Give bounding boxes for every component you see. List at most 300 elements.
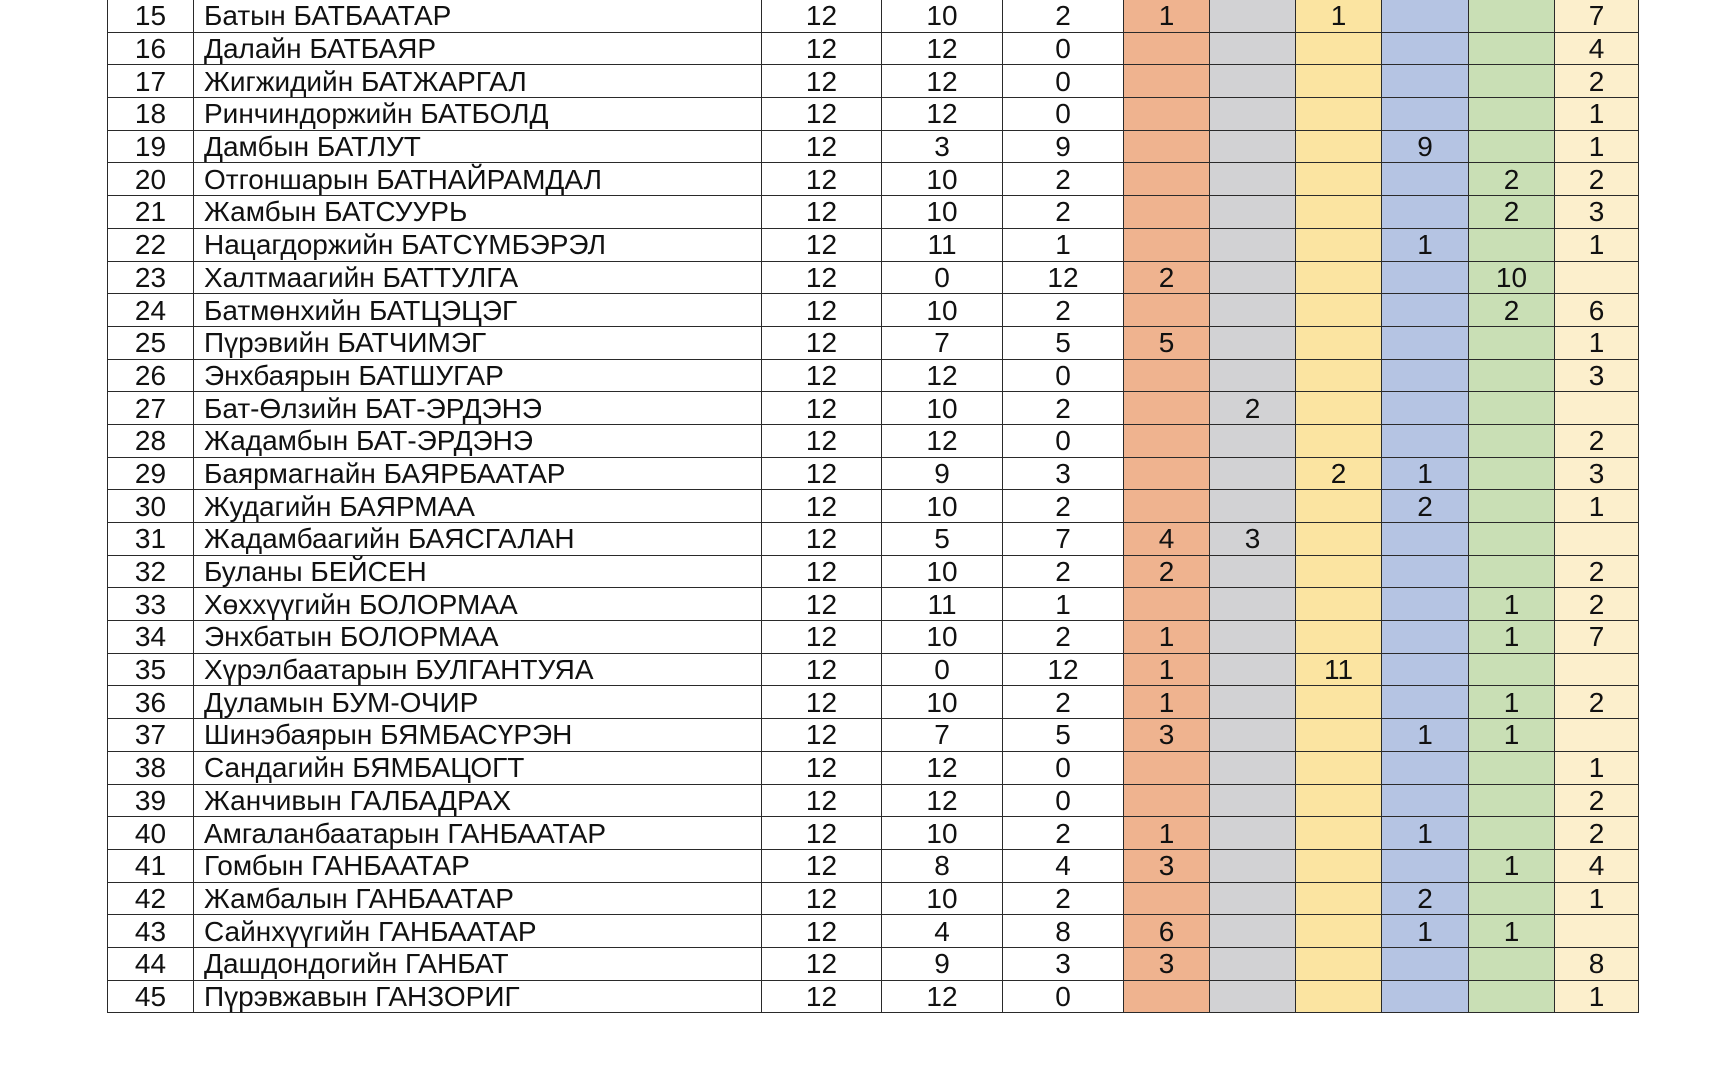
orange-column-cell	[1124, 65, 1210, 98]
gray-column-cell: 3	[1210, 523, 1296, 556]
green-column-cell: 2	[1469, 294, 1555, 327]
gray-column-cell	[1210, 228, 1296, 261]
row-number-cell: 25	[108, 326, 194, 359]
member-name-cell: Пүрэвийн БАТЧИМЭГ	[194, 326, 762, 359]
member-name-cell: Жадамбын БАТ-ЭРДЭНЭ	[194, 424, 762, 457]
absent-cell: 12	[1003, 261, 1124, 294]
orange-column-cell	[1124, 588, 1210, 621]
total-cell: 12	[762, 163, 882, 196]
total-cell: 12	[762, 653, 882, 686]
blue-column-cell: 1	[1382, 228, 1469, 261]
blue-column-cell	[1382, 686, 1469, 719]
member-name-cell: Сайнхүүгийн ГАНБААТАР	[194, 915, 762, 948]
total-cell: 12	[762, 457, 882, 490]
member-name-cell: Баярмагнайн БАЯРБААТАР	[194, 457, 762, 490]
orange-column-cell: 2	[1124, 261, 1210, 294]
cream-column-cell: 2	[1555, 784, 1639, 817]
member-name-cell: Нацагдоржийн БАТСҮМБЭРЭЛ	[194, 228, 762, 261]
row-number-cell: 44	[108, 947, 194, 980]
yellow-column-cell	[1296, 849, 1382, 882]
gray-column-cell	[1210, 653, 1296, 686]
absent-cell: 2	[1003, 196, 1124, 229]
blue-column-cell	[1382, 653, 1469, 686]
total-cell: 12	[762, 523, 882, 556]
yellow-column-cell	[1296, 326, 1382, 359]
gray-column-cell	[1210, 490, 1296, 523]
gray-column-cell	[1210, 163, 1296, 196]
blue-column-cell	[1382, 588, 1469, 621]
cream-column-cell: 2	[1555, 686, 1639, 719]
cream-column-cell: 3	[1555, 359, 1639, 392]
table-row	[108, 228, 1639, 261]
cream-column-cell: 1	[1555, 228, 1639, 261]
present-cell: 10	[882, 294, 1003, 327]
blue-column-cell	[1382, 261, 1469, 294]
yellow-column-cell	[1296, 130, 1382, 163]
gray-column-cell	[1210, 719, 1296, 752]
green-column-cell	[1469, 359, 1555, 392]
present-cell: 0	[882, 653, 1003, 686]
total-cell: 12	[762, 65, 882, 98]
cream-column-cell	[1555, 653, 1639, 686]
gray-column-cell	[1210, 621, 1296, 654]
absent-cell: 0	[1003, 784, 1124, 817]
present-cell: 12	[882, 980, 1003, 1013]
absent-cell: 2	[1003, 163, 1124, 196]
cream-column-cell: 2	[1555, 588, 1639, 621]
green-column-cell	[1469, 392, 1555, 425]
member-name-cell: Ринчиндоржийн БАТБОЛД	[194, 98, 762, 131]
gray-column-cell	[1210, 588, 1296, 621]
absent-cell: 2	[1003, 490, 1124, 523]
table-row	[108, 457, 1639, 490]
gray-column-cell	[1210, 947, 1296, 980]
gray-column-cell	[1210, 555, 1296, 588]
green-column-cell	[1469, 130, 1555, 163]
present-cell: 10	[882, 686, 1003, 719]
member-name-cell: Шинэбаярын БЯМБАСҮРЭН	[194, 719, 762, 752]
present-cell: 10	[882, 882, 1003, 915]
gray-column-cell	[1210, 0, 1296, 32]
table-row	[108, 686, 1639, 719]
row-number-cell: 16	[108, 32, 194, 65]
absent-cell: 2	[1003, 817, 1124, 850]
orange-column-cell	[1124, 424, 1210, 457]
present-cell: 12	[882, 359, 1003, 392]
orange-column-cell	[1124, 882, 1210, 915]
member-name-cell: Жадамбаагийн БАЯСГАЛАН	[194, 523, 762, 556]
orange-column-cell: 3	[1124, 947, 1210, 980]
blue-column-cell: 9	[1382, 130, 1469, 163]
row-number-cell: 23	[108, 261, 194, 294]
present-cell: 12	[882, 784, 1003, 817]
member-name-cell: Жанчивын ГАЛБАДРАХ	[194, 784, 762, 817]
gray-column-cell: 2	[1210, 392, 1296, 425]
orange-column-cell: 1	[1124, 686, 1210, 719]
member-name-cell: Дашдондогийн ГАНБАТ	[194, 947, 762, 980]
yellow-column-cell	[1296, 261, 1382, 294]
row-number-cell: 20	[108, 163, 194, 196]
gray-column-cell	[1210, 130, 1296, 163]
total-cell: 12	[762, 326, 882, 359]
row-number-cell: 35	[108, 653, 194, 686]
blue-column-cell	[1382, 294, 1469, 327]
green-column-cell	[1469, 523, 1555, 556]
table-body	[108, 0, 1639, 1013]
total-cell: 12	[762, 0, 882, 32]
member-name-cell: Батмөнхийн БАТЦЭЦЭГ	[194, 294, 762, 327]
cream-column-cell: 2	[1555, 65, 1639, 98]
present-cell: 12	[882, 65, 1003, 98]
gray-column-cell	[1210, 65, 1296, 98]
yellow-column-cell	[1296, 32, 1382, 65]
orange-column-cell: 1	[1124, 817, 1210, 850]
green-column-cell: 1	[1469, 686, 1555, 719]
green-column-cell: 1	[1469, 719, 1555, 752]
total-cell: 12	[762, 849, 882, 882]
table-row	[108, 947, 1639, 980]
row-number-cell: 29	[108, 457, 194, 490]
yellow-column-cell	[1296, 523, 1382, 556]
row-number-cell: 24	[108, 294, 194, 327]
member-name-cell: Жамбалын ГАНБААТАР	[194, 882, 762, 915]
row-number-cell: 34	[108, 621, 194, 654]
gray-column-cell	[1210, 686, 1296, 719]
table-row	[108, 490, 1639, 523]
present-cell: 10	[882, 196, 1003, 229]
row-number-cell: 38	[108, 751, 194, 784]
row-number-cell: 27	[108, 392, 194, 425]
member-name-cell: Жамбын БАТСУУРЬ	[194, 196, 762, 229]
green-column-cell	[1469, 228, 1555, 261]
absent-cell: 5	[1003, 719, 1124, 752]
yellow-column-cell	[1296, 65, 1382, 98]
yellow-column-cell: 2	[1296, 457, 1382, 490]
member-name-cell: Хүрэлбаатарын БУЛГАНТУЯА	[194, 653, 762, 686]
table-row	[108, 849, 1639, 882]
member-name-cell: Буланы БЕЙСЕН	[194, 555, 762, 588]
blue-column-cell: 1	[1382, 457, 1469, 490]
table-row	[108, 719, 1639, 752]
green-column-cell	[1469, 653, 1555, 686]
member-name-cell: Сандагийн БЯМБАЦОГТ	[194, 751, 762, 784]
gray-column-cell	[1210, 882, 1296, 915]
green-column-cell: 1	[1469, 849, 1555, 882]
absent-cell: 4	[1003, 849, 1124, 882]
present-cell: 4	[882, 915, 1003, 948]
orange-column-cell: 2	[1124, 555, 1210, 588]
yellow-column-cell	[1296, 980, 1382, 1013]
absent-cell: 0	[1003, 98, 1124, 131]
table-row	[108, 523, 1639, 556]
gray-column-cell	[1210, 98, 1296, 131]
gray-column-cell	[1210, 457, 1296, 490]
total-cell: 12	[762, 555, 882, 588]
orange-column-cell	[1124, 196, 1210, 229]
absent-cell: 0	[1003, 65, 1124, 98]
yellow-column-cell	[1296, 555, 1382, 588]
yellow-column-cell	[1296, 784, 1382, 817]
table-row	[108, 555, 1639, 588]
orange-column-cell	[1124, 980, 1210, 1013]
absent-cell: 2	[1003, 882, 1124, 915]
blue-column-cell	[1382, 163, 1469, 196]
total-cell: 12	[762, 294, 882, 327]
table-row	[108, 359, 1639, 392]
yellow-column-cell	[1296, 196, 1382, 229]
absent-cell: 5	[1003, 326, 1124, 359]
row-number-cell: 41	[108, 849, 194, 882]
present-cell: 10	[882, 555, 1003, 588]
gray-column-cell	[1210, 196, 1296, 229]
orange-column-cell	[1124, 228, 1210, 261]
gray-column-cell	[1210, 261, 1296, 294]
present-cell: 3	[882, 130, 1003, 163]
total-cell: 12	[762, 719, 882, 752]
orange-column-cell: 1	[1124, 0, 1210, 32]
total-cell: 12	[762, 196, 882, 229]
cream-column-cell: 1	[1555, 98, 1639, 131]
green-column-cell	[1469, 817, 1555, 850]
green-column-cell	[1469, 65, 1555, 98]
blue-column-cell	[1382, 65, 1469, 98]
total-cell: 12	[762, 32, 882, 65]
cream-column-cell: 2	[1555, 163, 1639, 196]
member-name-cell: Энхбатын БОЛОРМАА	[194, 621, 762, 654]
yellow-column-cell	[1296, 490, 1382, 523]
absent-cell: 2	[1003, 0, 1124, 32]
orange-column-cell: 4	[1124, 523, 1210, 556]
orange-column-cell	[1124, 784, 1210, 817]
member-name-cell: Отгоншарын БАТНАЙРАМДАЛ	[194, 163, 762, 196]
table-row	[108, 915, 1639, 948]
row-number-cell: 40	[108, 817, 194, 850]
orange-column-cell	[1124, 32, 1210, 65]
table-row	[108, 0, 1639, 32]
orange-column-cell	[1124, 98, 1210, 131]
table-row	[108, 98, 1639, 131]
total-cell: 12	[762, 817, 882, 850]
gray-column-cell	[1210, 294, 1296, 327]
watermark-text: МОНГОЛ УЛСЫН ИХ ХУРАЛ	[1508, 1048, 1718, 1065]
yellow-column-cell	[1296, 359, 1382, 392]
member-name-cell: Дуламын БУМ-ОЧИР	[194, 686, 762, 719]
orange-column-cell: 1	[1124, 621, 1210, 654]
blue-column-cell	[1382, 947, 1469, 980]
gray-column-cell	[1210, 32, 1296, 65]
green-column-cell	[1469, 947, 1555, 980]
member-name-cell: Гомбын ГАНБААТАР	[194, 849, 762, 882]
total-cell: 12	[762, 947, 882, 980]
green-column-cell: 1	[1469, 915, 1555, 948]
green-column-cell	[1469, 32, 1555, 65]
cream-column-cell: 1	[1555, 130, 1639, 163]
table-row	[108, 163, 1639, 196]
green-column-cell: 2	[1469, 196, 1555, 229]
blue-column-cell	[1382, 326, 1469, 359]
present-cell: 10	[882, 817, 1003, 850]
blue-column-cell	[1382, 0, 1469, 32]
cream-column-cell	[1555, 915, 1639, 948]
present-cell: 10	[882, 621, 1003, 654]
table-row	[108, 751, 1639, 784]
blue-column-cell: 2	[1382, 882, 1469, 915]
cream-column-cell: 2	[1555, 424, 1639, 457]
yellow-column-cell: 1	[1296, 0, 1382, 32]
present-cell: 12	[882, 424, 1003, 457]
cream-column-cell: 2	[1555, 555, 1639, 588]
table-row	[108, 326, 1639, 359]
total-cell: 12	[762, 784, 882, 817]
blue-column-cell: 1	[1382, 719, 1469, 752]
cream-column-cell: 7	[1555, 621, 1639, 654]
orange-column-cell: 5	[1124, 326, 1210, 359]
total-cell: 12	[762, 228, 882, 261]
member-name-cell: Далайн БАТБАЯР	[194, 32, 762, 65]
total-cell: 12	[762, 980, 882, 1013]
absent-cell: 0	[1003, 32, 1124, 65]
table-row	[108, 980, 1639, 1013]
absent-cell: 12	[1003, 653, 1124, 686]
member-name-cell: Амгаланбаатарын ГАНБААТАР	[194, 817, 762, 850]
total-cell: 12	[762, 882, 882, 915]
table-row	[108, 817, 1639, 850]
cream-column-cell	[1555, 523, 1639, 556]
cream-column-cell	[1555, 261, 1639, 294]
blue-column-cell	[1382, 784, 1469, 817]
present-cell: 7	[882, 719, 1003, 752]
table-row	[108, 130, 1639, 163]
row-number-cell: 45	[108, 980, 194, 1013]
orange-column-cell	[1124, 130, 1210, 163]
present-cell: 11	[882, 228, 1003, 261]
blue-column-cell	[1382, 424, 1469, 457]
green-column-cell: 1	[1469, 588, 1555, 621]
yellow-column-cell	[1296, 915, 1382, 948]
row-number-cell: 28	[108, 424, 194, 457]
absent-cell: 0	[1003, 424, 1124, 457]
present-cell: 10	[882, 392, 1003, 425]
yellow-column-cell	[1296, 947, 1382, 980]
total-cell: 12	[762, 621, 882, 654]
orange-column-cell: 6	[1124, 915, 1210, 948]
present-cell: 10	[882, 0, 1003, 32]
blue-column-cell	[1382, 555, 1469, 588]
cream-column-cell	[1555, 719, 1639, 752]
total-cell: 12	[762, 424, 882, 457]
yellow-column-cell	[1296, 817, 1382, 850]
orange-column-cell	[1124, 490, 1210, 523]
member-name-cell: Пүрэвжавын ГАНЗОРИГ	[194, 980, 762, 1013]
present-cell: 9	[882, 457, 1003, 490]
green-column-cell	[1469, 882, 1555, 915]
absent-cell: 0	[1003, 980, 1124, 1013]
gray-column-cell	[1210, 849, 1296, 882]
row-number-cell: 22	[108, 228, 194, 261]
absent-cell: 1	[1003, 588, 1124, 621]
green-column-cell	[1469, 784, 1555, 817]
table-row	[108, 424, 1639, 457]
row-number-cell: 43	[108, 915, 194, 948]
green-column-cell	[1469, 424, 1555, 457]
row-number-cell: 32	[108, 555, 194, 588]
green-column-cell	[1469, 457, 1555, 490]
present-cell: 12	[882, 98, 1003, 131]
cream-column-cell: 1	[1555, 751, 1639, 784]
row-number-cell: 15	[108, 0, 194, 32]
table-row	[108, 392, 1639, 425]
blue-column-cell	[1382, 32, 1469, 65]
member-name-cell: Жудагийн БАЯРМАА	[194, 490, 762, 523]
yellow-column-cell	[1296, 588, 1382, 621]
table-row	[108, 653, 1639, 686]
present-cell: 7	[882, 326, 1003, 359]
gray-column-cell	[1210, 915, 1296, 948]
orange-column-cell	[1124, 294, 1210, 327]
present-cell: 8	[882, 849, 1003, 882]
member-name-cell: Энхбаярын БАТШУГАР	[194, 359, 762, 392]
blue-column-cell: 1	[1382, 817, 1469, 850]
member-name-cell: Жигжидийн БАТЖАРГАЛ	[194, 65, 762, 98]
member-name-cell: Батын БАТБААТАР	[194, 0, 762, 32]
member-name-cell: Бат-Өлзийн БАТ-ЭРДЭНЭ	[194, 392, 762, 425]
blue-column-cell: 2	[1382, 490, 1469, 523]
gray-column-cell	[1210, 326, 1296, 359]
green-column-cell	[1469, 98, 1555, 131]
orange-column-cell	[1124, 359, 1210, 392]
row-number-cell: 19	[108, 130, 194, 163]
total-cell: 12	[762, 686, 882, 719]
blue-column-cell	[1382, 523, 1469, 556]
table-row	[108, 621, 1639, 654]
table-row	[108, 588, 1639, 621]
table-row	[108, 65, 1639, 98]
row-number-cell: 36	[108, 686, 194, 719]
yellow-column-cell	[1296, 228, 1382, 261]
member-name-cell: Хөххүүгийн БОЛОРМАА	[194, 588, 762, 621]
total-cell: 12	[762, 359, 882, 392]
yellow-column-cell	[1296, 719, 1382, 752]
yellow-column-cell	[1296, 392, 1382, 425]
gray-column-cell	[1210, 751, 1296, 784]
yellow-column-cell	[1296, 882, 1382, 915]
yellow-column-cell	[1296, 98, 1382, 131]
blue-column-cell	[1382, 98, 1469, 131]
present-cell: 12	[882, 32, 1003, 65]
yellow-column-cell	[1296, 163, 1382, 196]
absent-cell: 2	[1003, 621, 1124, 654]
cream-column-cell: 7	[1555, 0, 1639, 32]
absent-cell: 0	[1003, 751, 1124, 784]
row-number-cell: 33	[108, 588, 194, 621]
cream-column-cell: 2	[1555, 817, 1639, 850]
blue-column-cell	[1382, 621, 1469, 654]
orange-column-cell: 3	[1124, 849, 1210, 882]
green-column-cell	[1469, 980, 1555, 1013]
total-cell: 12	[762, 130, 882, 163]
blue-column-cell	[1382, 751, 1469, 784]
cream-column-cell: 3	[1555, 196, 1639, 229]
orange-column-cell: 3	[1124, 719, 1210, 752]
green-column-cell: 10	[1469, 261, 1555, 294]
row-number-cell: 42	[108, 882, 194, 915]
orange-column-cell	[1124, 392, 1210, 425]
table-row	[108, 784, 1639, 817]
green-column-cell	[1469, 555, 1555, 588]
table-row	[108, 294, 1639, 327]
green-column-cell	[1469, 0, 1555, 32]
blue-column-cell: 1	[1382, 915, 1469, 948]
